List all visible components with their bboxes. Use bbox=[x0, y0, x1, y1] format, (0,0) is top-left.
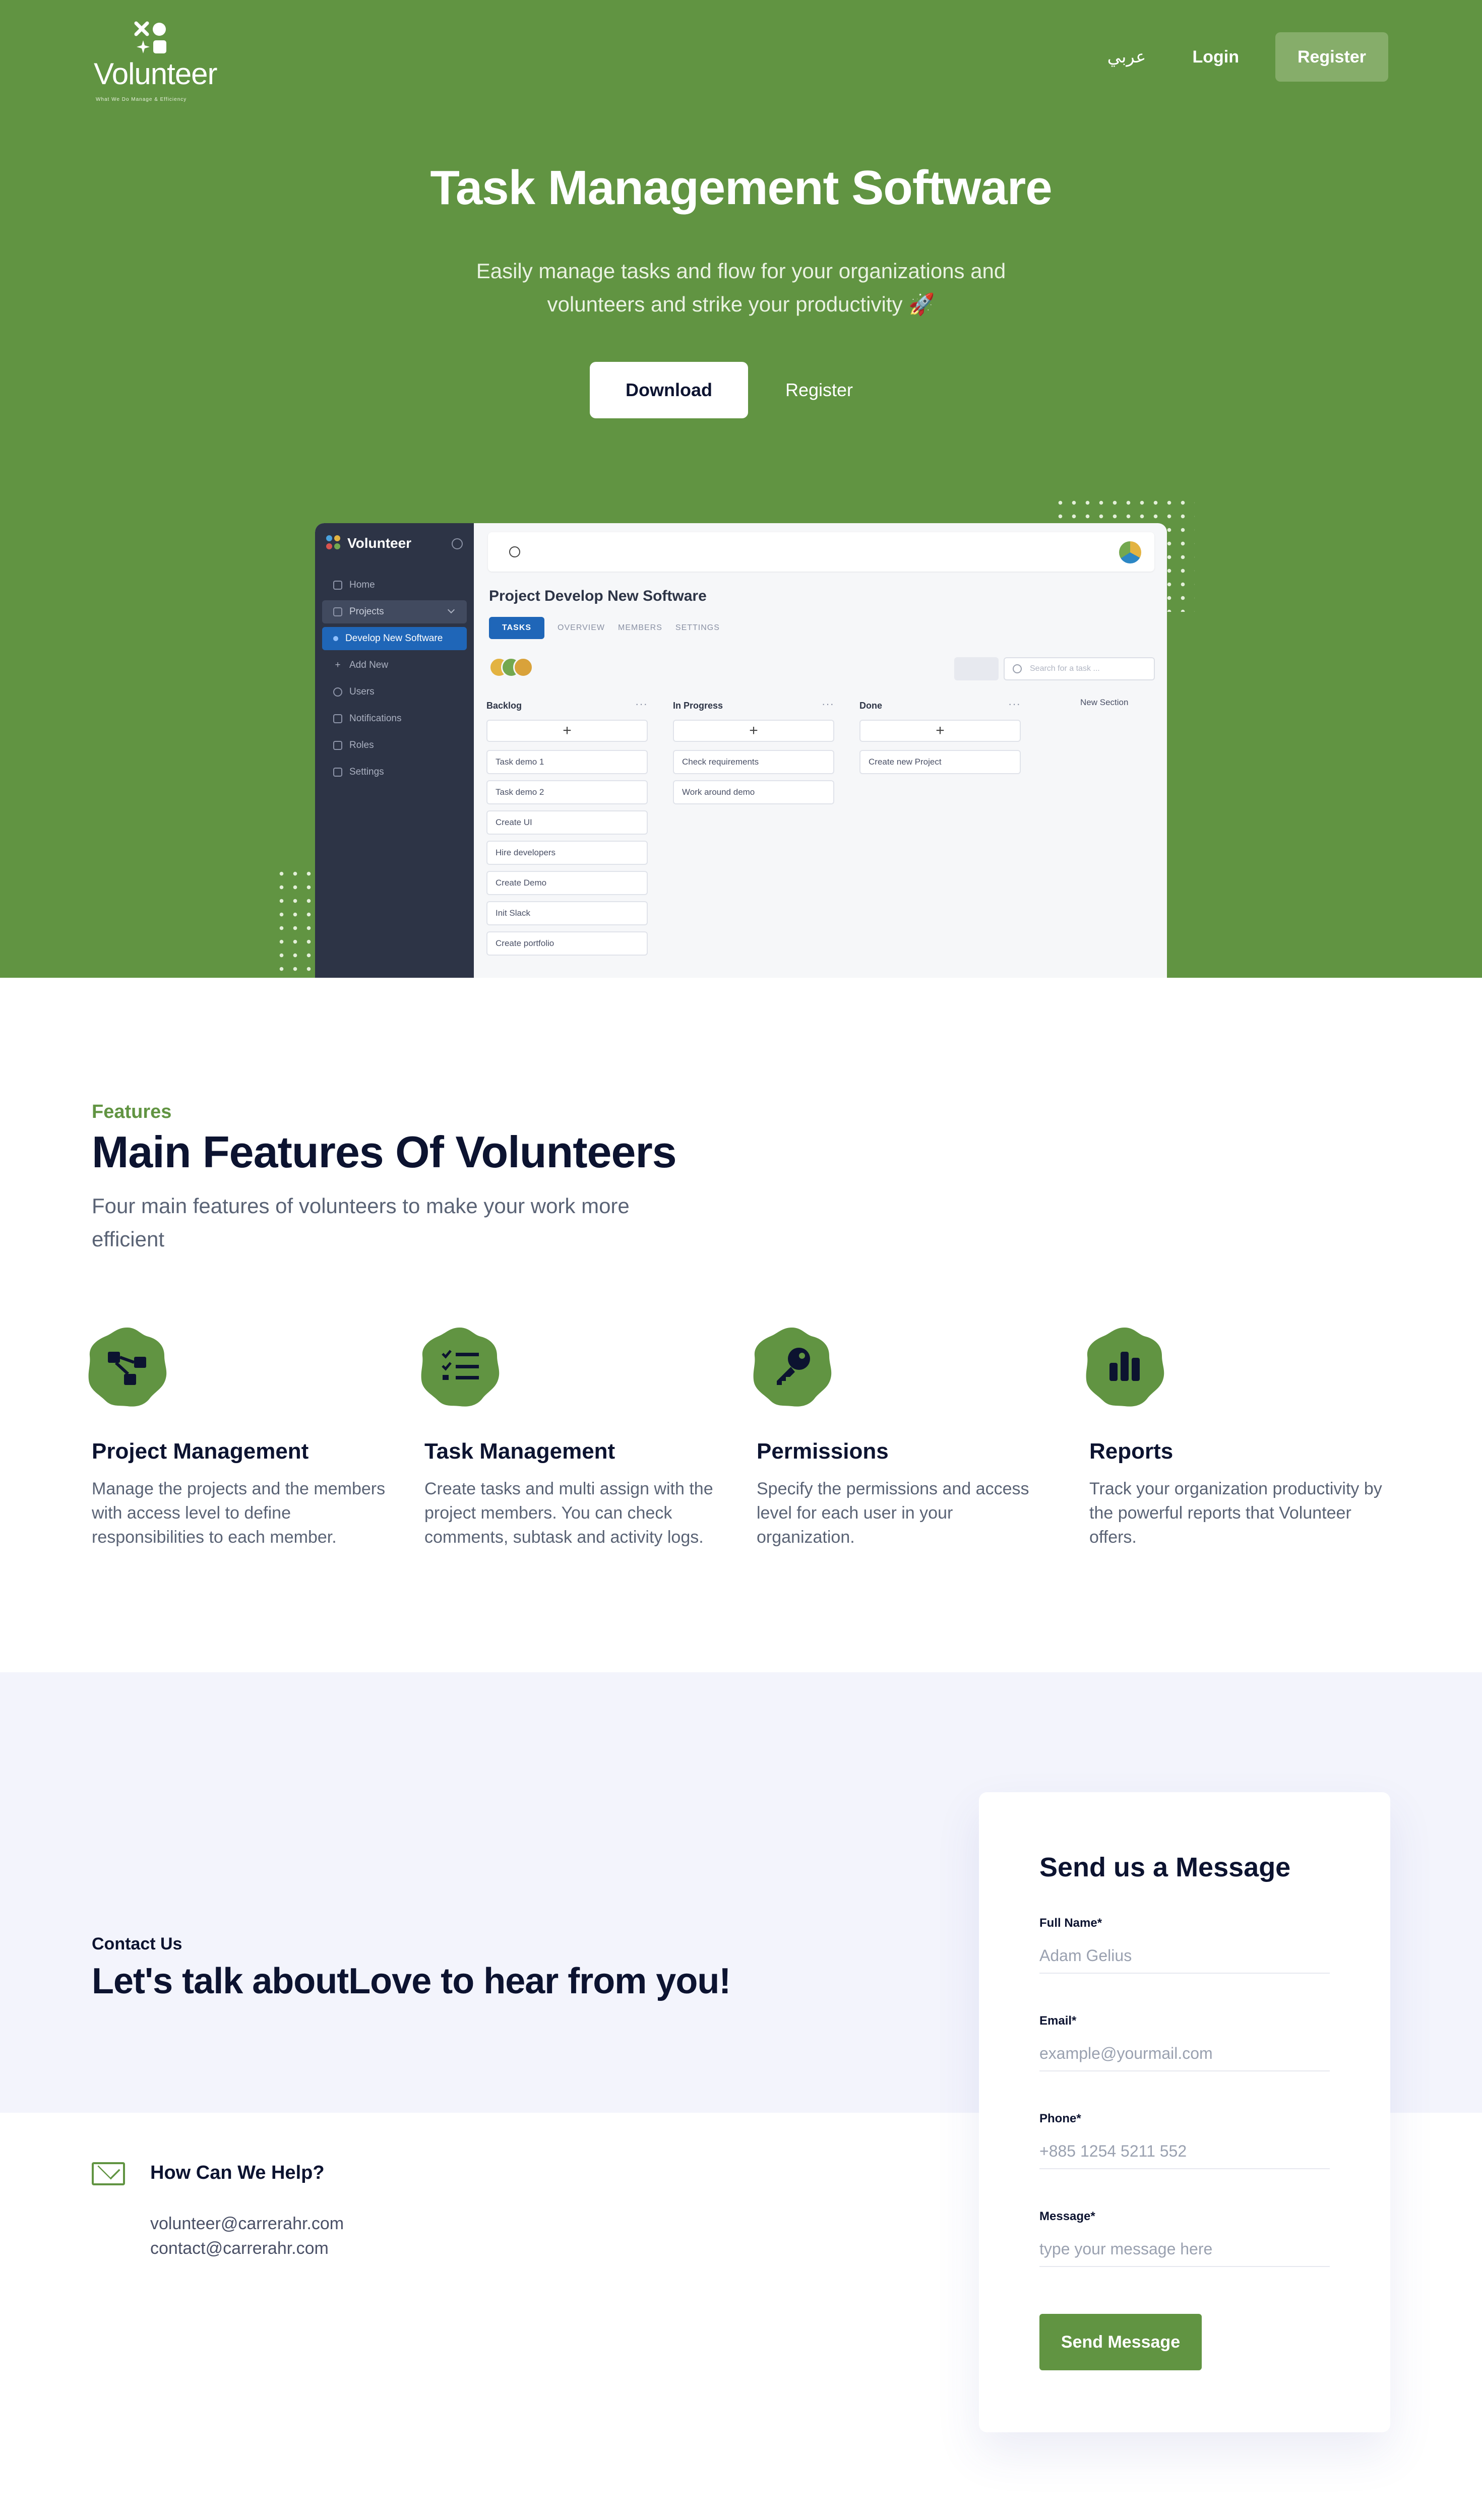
tab-overview[interactable]: OVERVIEW bbox=[558, 623, 605, 632]
feature-description: Track your organization productivity by the powerful reports that Volunteer offers. bbox=[1089, 1479, 1382, 1547]
checklist-icon bbox=[418, 1326, 501, 1408]
member-avatars[interactable] bbox=[489, 657, 544, 677]
message-label: Message* bbox=[1039, 2210, 1095, 2223]
preview-nav-develop-new-software[interactable]: Develop New Software bbox=[322, 627, 467, 650]
preview-brand bbox=[326, 535, 411, 551]
logo-icon bbox=[134, 21, 169, 56]
project-tree-icon bbox=[86, 1326, 168, 1408]
register-button[interactable]: Register bbox=[1275, 32, 1388, 82]
feature-description: Specify the permissions and access level for each user in your organization. bbox=[757, 1479, 1029, 1547]
task-card[interactable]: Task demo 2 bbox=[486, 780, 648, 804]
clock-icon[interactable] bbox=[509, 546, 520, 557]
add-task-button[interactable]: + bbox=[859, 720, 1021, 742]
tab-settings[interactable]: SETTINGS bbox=[675, 623, 720, 632]
search-icon bbox=[1013, 664, 1022, 673]
brand-tagline: What We Do Manage & Efficiency bbox=[96, 97, 187, 102]
lock-icon bbox=[333, 741, 342, 750]
features-title: Main Features Of Volunteers bbox=[92, 1127, 676, 1177]
key-icon bbox=[751, 1326, 833, 1408]
view-toggle[interactable] bbox=[954, 657, 999, 680]
email-link[interactable]: contact@carrerahr.com bbox=[150, 2239, 329, 2258]
tab-tasks[interactable]: TASKS bbox=[489, 617, 544, 639]
feature-description: Create tasks and multi assign with the project members. You can check comments, subtask and activity logs. bbox=[424, 1479, 713, 1547]
hero-title: Task Management Software bbox=[430, 161, 1052, 215]
tab-members[interactable]: MEMBERS bbox=[618, 623, 662, 632]
preview-logo-icon bbox=[326, 535, 342, 551]
settings-icon bbox=[333, 768, 342, 777]
preview-tabs bbox=[489, 617, 720, 639]
download-button[interactable]: Download bbox=[590, 362, 748, 418]
dot-icon bbox=[333, 636, 338, 641]
preview-nav-home[interactable]: Home bbox=[322, 574, 467, 597]
full-name-field[interactable] bbox=[1039, 1938, 1330, 1974]
preview-nav-users[interactable]: Users bbox=[322, 680, 467, 704]
hero-section bbox=[0, 0, 1482, 978]
preview-nav-projects[interactable]: Projects bbox=[322, 600, 467, 623]
contact-eyebrow: Contact Us bbox=[92, 1934, 182, 1954]
collapse-icon[interactable] bbox=[452, 538, 463, 549]
hero-subtitle: Easily manage tasks and flow for your organizations and volunteers and strike your productivity 🚀 bbox=[476, 259, 1006, 316]
send-message-button[interactable]: Send Message bbox=[1039, 2314, 1202, 2370]
preview-topbar bbox=[488, 532, 1154, 572]
mail-icon bbox=[92, 2162, 125, 2185]
feature-title: Project Management bbox=[92, 1439, 309, 1464]
plus-icon: + bbox=[335, 660, 341, 670]
top-nav bbox=[1107, 32, 1388, 82]
task-card[interactable]: Create portfolio bbox=[486, 931, 648, 956]
feature-title: Task Management bbox=[424, 1439, 615, 1464]
features-eyebrow: Features bbox=[92, 1101, 172, 1122]
phone-label: Phone* bbox=[1039, 2112, 1081, 2125]
contact-title: Let's talk aboutLove to hear from you! bbox=[92, 1961, 731, 2001]
language-switch[interactable]: عربي bbox=[1107, 47, 1146, 67]
column-menu-icon[interactable]: ··· bbox=[1008, 698, 1021, 710]
task-card[interactable]: Create UI bbox=[486, 810, 648, 835]
add-task-button[interactable]: + bbox=[486, 720, 648, 742]
preview-nav-roles[interactable]: Roles bbox=[322, 734, 467, 757]
feature-title: Permissions bbox=[757, 1439, 889, 1464]
brand-name: Volunteer bbox=[94, 57, 217, 91]
chevron-down-icon bbox=[448, 606, 455, 613]
task-search-input[interactable]: Search for a task ... bbox=[1004, 657, 1155, 680]
contact-form bbox=[979, 1792, 1390, 2432]
task-card[interactable]: Work around demo bbox=[673, 780, 834, 804]
message-field[interactable] bbox=[1039, 2232, 1330, 2267]
brand-logo[interactable] bbox=[94, 21, 217, 102]
preview-nav-notifications[interactable]: Notifications bbox=[322, 707, 467, 730]
rss-icon bbox=[333, 714, 342, 723]
users-icon bbox=[333, 687, 342, 697]
task-card[interactable]: Check requirements bbox=[673, 750, 834, 774]
preview-sidebar bbox=[315, 523, 474, 978]
task-card[interactable]: Init Slack bbox=[486, 901, 648, 925]
form-title: Send us a Message bbox=[1039, 1852, 1291, 1882]
column-backlog-title: Backlog bbox=[486, 701, 522, 711]
login-link[interactable]: Login bbox=[1192, 47, 1239, 67]
feature-title: Reports bbox=[1089, 1439, 1174, 1464]
column-done-title: Done bbox=[859, 701, 882, 711]
email-label: Email* bbox=[1039, 2014, 1077, 2028]
phone-field[interactable] bbox=[1039, 2134, 1330, 2169]
home-icon bbox=[333, 581, 342, 590]
column-menu-icon[interactable]: ··· bbox=[822, 698, 834, 710]
new-section-button[interactable]: New Section bbox=[1080, 698, 1129, 707]
full-name-label: Full Name* bbox=[1039, 1916, 1102, 1930]
column-in-progress-title: In Progress bbox=[673, 701, 723, 711]
bar-chart-icon bbox=[1083, 1326, 1166, 1408]
help-title: How Can We Help? bbox=[150, 2162, 325, 2183]
task-card[interactable]: Task demo 1 bbox=[486, 750, 648, 774]
task-card[interactable]: Hire developers bbox=[486, 841, 648, 865]
app-preview bbox=[315, 523, 1167, 978]
add-task-button[interactable]: + bbox=[673, 720, 834, 742]
preview-nav-add-new[interactable]: + Add New bbox=[322, 654, 467, 677]
task-card[interactable]: Create new Project bbox=[859, 750, 1021, 774]
task-card[interactable]: Create Demo bbox=[486, 871, 648, 895]
feature-description: Manage the projects and the members with access level to define responsibilities to each member. bbox=[92, 1479, 386, 1547]
avatar[interactable] bbox=[1119, 541, 1141, 563]
preview-nav-settings[interactable]: Settings bbox=[322, 761, 467, 784]
preview-brand-name: Volunteer bbox=[347, 535, 412, 551]
email-link[interactable]: volunteer@carrerahr.com bbox=[150, 2214, 344, 2233]
hero-register-link[interactable]: Register bbox=[785, 380, 853, 400]
column-menu-icon[interactable]: ··· bbox=[635, 698, 648, 710]
email-field[interactable] bbox=[1039, 2036, 1330, 2071]
preview-project-title: Project Develop New Software bbox=[489, 588, 707, 604]
features-subtitle: Four main features of volunteers to make your work more efficient bbox=[92, 1194, 630, 1251]
grid-icon bbox=[333, 607, 342, 616]
